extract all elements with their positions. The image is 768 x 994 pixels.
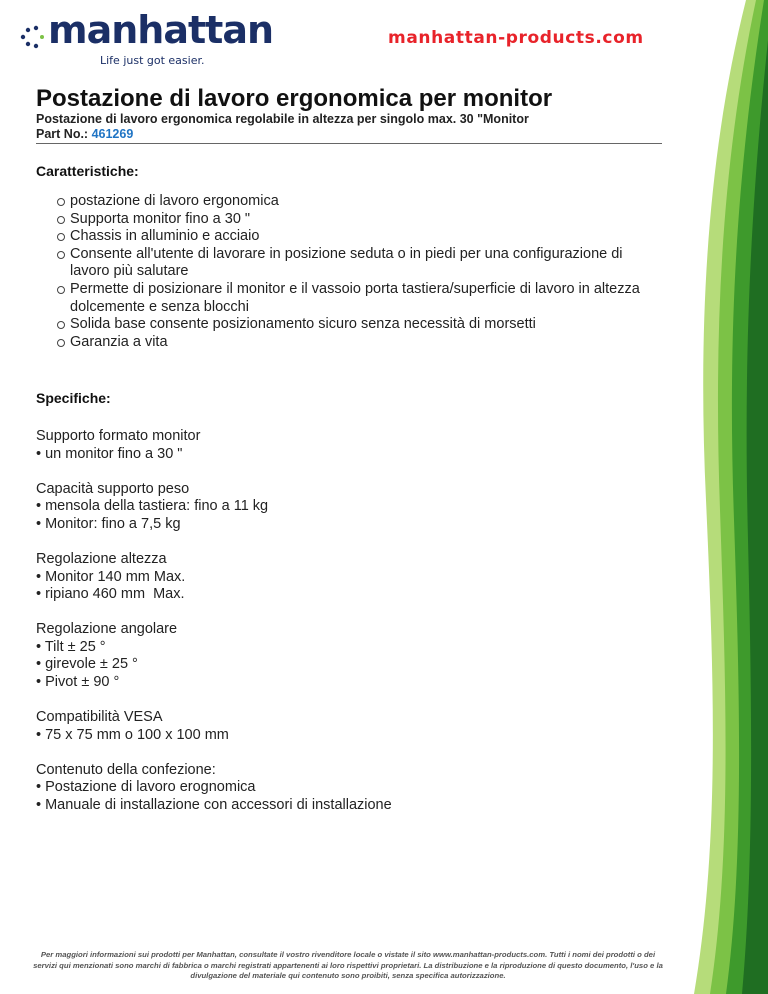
spec-line: • Monitor: fino a 7,5 kg [36,515,181,532]
spec-group [36,621,666,691]
spec-group [36,709,666,744]
product-subtitle: Postazione di lavoro ergonomica regolabile in altezza per singolo max. 30 "Monitor [36,112,529,126]
spec-line: • mensola della tastiera: fino a 11 kg [36,498,269,515]
spec-group-title: Capacità supporto peso [36,480,190,497]
spec-line: • Monitor 140 mm Max. [36,568,186,585]
spec-line: • Manuale di installazione con accessori di installazione [36,797,392,813]
spec-line: • Postazione di lavoro erognomica [36,779,256,796]
feature-item: Supporta monitor fino a 30 " [70,211,666,229]
feature-item: postazione di lavoro ergonomica [70,193,666,211]
part-number-label: Part No.: [36,127,89,141]
spec-group-title: Regolazione altezza [36,550,167,567]
logo-wordmark: manhattan [48,8,274,52]
logo-tagline: Life just got easier. [100,54,205,67]
title-divider [36,143,662,144]
spec-group-title: Compatibilità VESA [36,709,163,726]
logo-dots-icon [18,22,48,52]
feature-item: Permette di posizionare il monitor e il vassoio porta tastiera/superficie di lavoro in altezza dolcemente e senza blocchi [70,281,666,316]
part-number-row [36,127,133,141]
spec-group-title: Regolazione angolare [36,621,178,638]
spec-line: • girevole ± 25 ° [36,656,138,673]
spec-group [36,551,666,604]
spec-line: • Pivot ± 90 ° [36,674,120,691]
spec-line: • 75 x 75 mm o 100 x 100 mm [36,726,229,743]
feature-item: Chassis in alluminio e acciaio [70,228,666,246]
spec-group [36,762,666,815]
spec-group [36,481,666,534]
feature-item: Consente all'utente di lavorare in posizione seduta o in piedi per una configurazione di lavoro più salutare [70,246,666,281]
feature-item: Solida base consente posizionamento sicuro senza necessità di morsetti [70,316,666,334]
specs-heading: Specifiche: [36,390,111,406]
feature-item: Garanzia a vita [70,334,666,352]
part-number-value[interactable]: 461269 [91,127,134,141]
spec-line: • un monitor fino a 30 " [36,445,183,462]
footer-disclaimer: Per maggiori informazioni sui prodotti per Manhattan, consultate il vostro rivenditore locale o vistate il sito www.manhattan-products.com. Tutti i nomi dei prodotti o dei servizi qui menzionati sono marchi di fabbrica o marchi registrati appartenenti ai loro rispettivi proprietari. La distribuzione e la riproduzione di questo documento, l'uso e la divulgazione del materiale qui contenuto sono proibiti, senza specifica autorizzazione. [33,950,663,980]
website-url[interactable]: manhattan-products.com [388,28,644,48]
spec-group-title: Contenuto della confezione: [36,761,216,778]
features-list [36,193,666,351]
spec-group-title: Supporto formato monitor [36,428,201,444]
specs-list [36,428,666,832]
manhattan-logo [18,8,274,68]
features-heading: Caratteristiche: [36,163,139,179]
spec-group [36,428,666,463]
spec-line: • Tilt ± 25 ° [36,638,106,655]
page-title: Postazione di lavoro ergonomica per monitor [36,85,553,112]
spec-line: • ripiano 460 mm Max. [36,586,185,603]
